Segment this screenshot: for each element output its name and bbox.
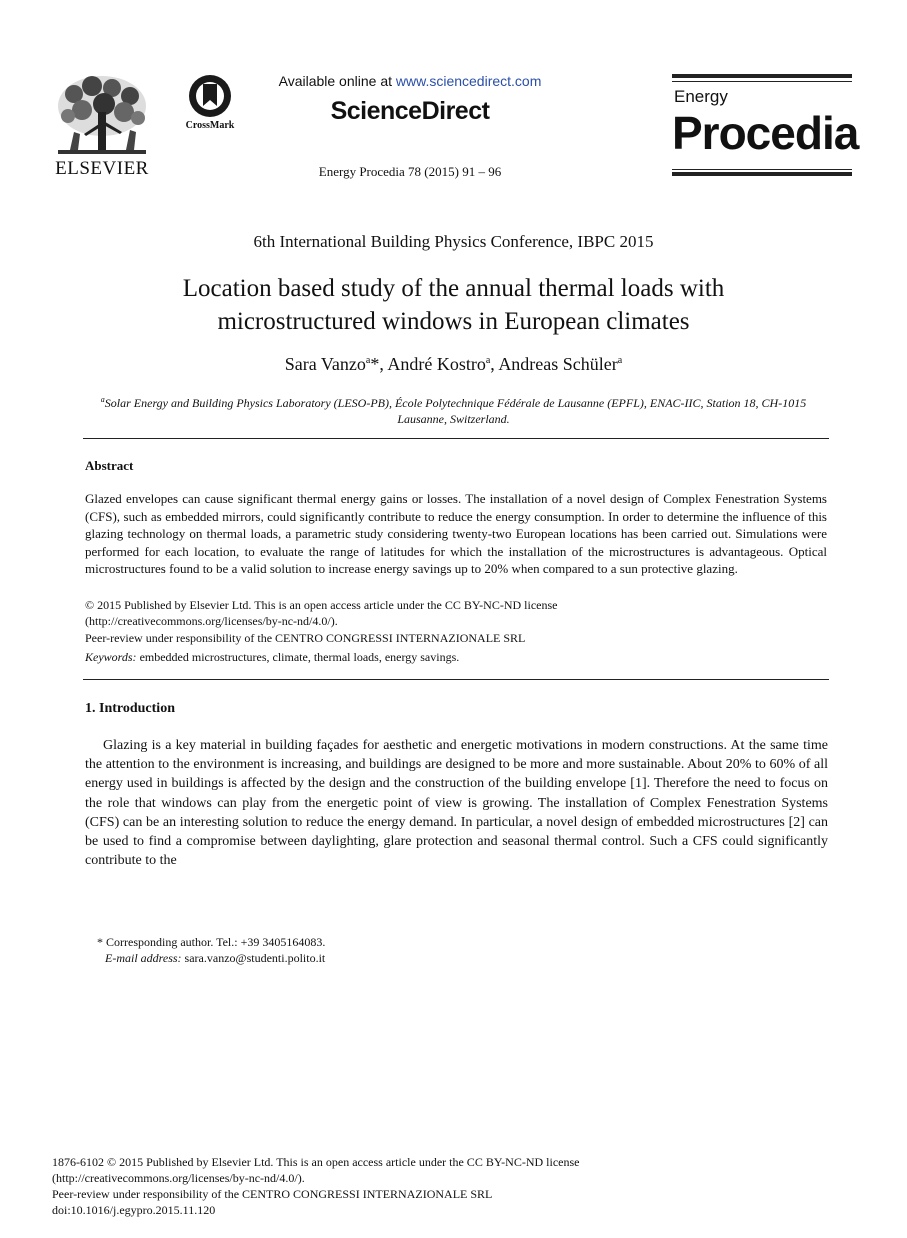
author-name: Sara Vanzo	[284, 354, 366, 374]
keywords-label: Keywords:	[85, 650, 137, 664]
paper-title-line-1: Location based study of the annual thermal loads with	[182, 275, 725, 302]
journal-reference: Energy Procedia 78 (2015) 91 – 96	[318, 164, 502, 179]
introduction-text: Glazing is a key material in building façades for aesthetic and energetic motivations in modern constructions. At the same time the attention to the environment is increasing, and buildings are designed to be more and more sustainable. About 20% to 60% of all energy used in buildings is affected by the design and the construction of the building envelope [1]. Therefore the need to focus on the role that windows can play from the energetic point of view is growing. The installation of Complex Fenestration Systems (CFS) can be an interesting solution to reduce the energy demand. In particular, a novel design of embedded microstructures [2] can be used to find a compromise between daylighting, glare protection and seasonal thermal control. Such a CFS could significantly contribute to the	[85, 738, 828, 869]
author-separator: ,	[379, 354, 388, 374]
section-heading-introduction: 1. Introduction	[85, 701, 175, 716]
crossmark-icon	[180, 74, 240, 120]
elsevier-logo	[52, 72, 152, 180]
author-name: André Kostro	[387, 354, 486, 374]
footer-issn-line: 1876-6102 © 2015 Published by Elsevier Ltd. This is an open access article under the CC BY-NC-ND license	[52, 1155, 580, 1169]
email-address[interactable]: sara.vanzo@studenti.polito.it	[181, 951, 326, 965]
journal-logo	[672, 74, 859, 178]
email-label: E-mail address:	[105, 951, 182, 965]
journal-logo-small: Energy	[674, 87, 728, 106]
journal-logo-large: Procedia	[672, 107, 859, 159]
abstract-heading: Abstract	[85, 458, 134, 473]
journal-logo-bar-top	[672, 74, 852, 78]
journal-logo-bar-top-thin	[672, 81, 852, 82]
crossmark-label: CrossMark	[185, 120, 235, 131]
sciencedirect-link[interactable]: www.sciencedirect.com	[395, 73, 542, 89]
email-note	[105, 950, 325, 966]
affiliation-mark: a	[100, 395, 105, 404]
conference-name: 6th International Building Physics Conference, IBPC 2015	[253, 232, 654, 251]
corresponding-author-note: * Corresponding author. Tel.: +39 3405164083.	[97, 935, 326, 949]
affiliation-text: Solar Energy and Building Physics Laboratory (LESO-PB), École Polytechnique Fédérale de Lausanne (EPFL), ENAC-IIC, Station 18, CH-1015 Lausanne, Switzerland.	[104, 396, 807, 426]
author-separator: ,	[490, 354, 499, 374]
journal-logo-bar-bottom-thin	[672, 169, 852, 170]
license-link[interactable]: (http://creativecommons.org/licenses/by-nc-nd/4.0/).	[85, 614, 338, 628]
footer-peer-review: Peer-review under responsibility of the CENTRO CONGRESSI INTERNAZIONALE SRL	[52, 1187, 493, 1201]
abstract-text: Glazed envelopes can cause significant thermal energy gains or losses. The installation of a novel design of Complex Fenestration Systems (CFS), such as embedded mirrors, could significantly contribute to reduce the energy consumption. In order to determine the influence of this glazing technology on thermal loads, a parametric study considering twenty-two European locations has been carried out. Simulations were performed for each location, to evaluate the range of latitudes for which the installation of the microstructures is advantageous. Optical microstructures found to be a valid solution to increase energy savings up to 20% when compared to a sun protective glazing.	[85, 491, 827, 576]
author-affiliation-mark: a	[485, 355, 491, 366]
platform-name: ScienceDirect	[330, 97, 490, 125]
crossmark-badge[interactable]	[180, 74, 240, 134]
copyright-line: © 2015 Published by Elsevier Ltd. This is an open access article under the CC BY-NC-ND license	[85, 598, 558, 612]
footer-doi[interactable]: doi:10.1016/j.egypro.2015.11.120	[52, 1203, 216, 1217]
paper-title	[100, 272, 807, 338]
affiliation	[88, 392, 819, 427]
keywords-line	[85, 649, 827, 666]
elsevier-tree-icon	[52, 72, 152, 158]
footer-license-link[interactable]: (http://creativecommons.org/licenses/by-nc-nd/4.0/).	[52, 1171, 305, 1185]
peer-review-line: Peer-review under responsibility of the CENTRO CONGRESSI INTERNAZIONALE SRL	[85, 631, 526, 645]
journal-logo-bar-bottom	[672, 172, 852, 176]
author-name: Andreas Schüler	[498, 354, 618, 374]
keywords-text: embedded microstructures, climate, thermal loads, energy savings.	[136, 650, 460, 664]
corresponding-mark: *	[370, 354, 380, 374]
paper-title-line-2: microstructured windows in European climates	[217, 308, 690, 335]
available-prefix: Available online at	[278, 73, 396, 89]
author-list	[0, 354, 907, 375]
divider-bottom	[83, 679, 829, 680]
divider-top	[83, 438, 829, 439]
author-affiliation-mark: a	[365, 355, 371, 366]
publisher-name: ELSEVIER	[55, 158, 149, 179]
availability-line	[250, 73, 570, 89]
author-affiliation-mark: a	[617, 355, 623, 366]
